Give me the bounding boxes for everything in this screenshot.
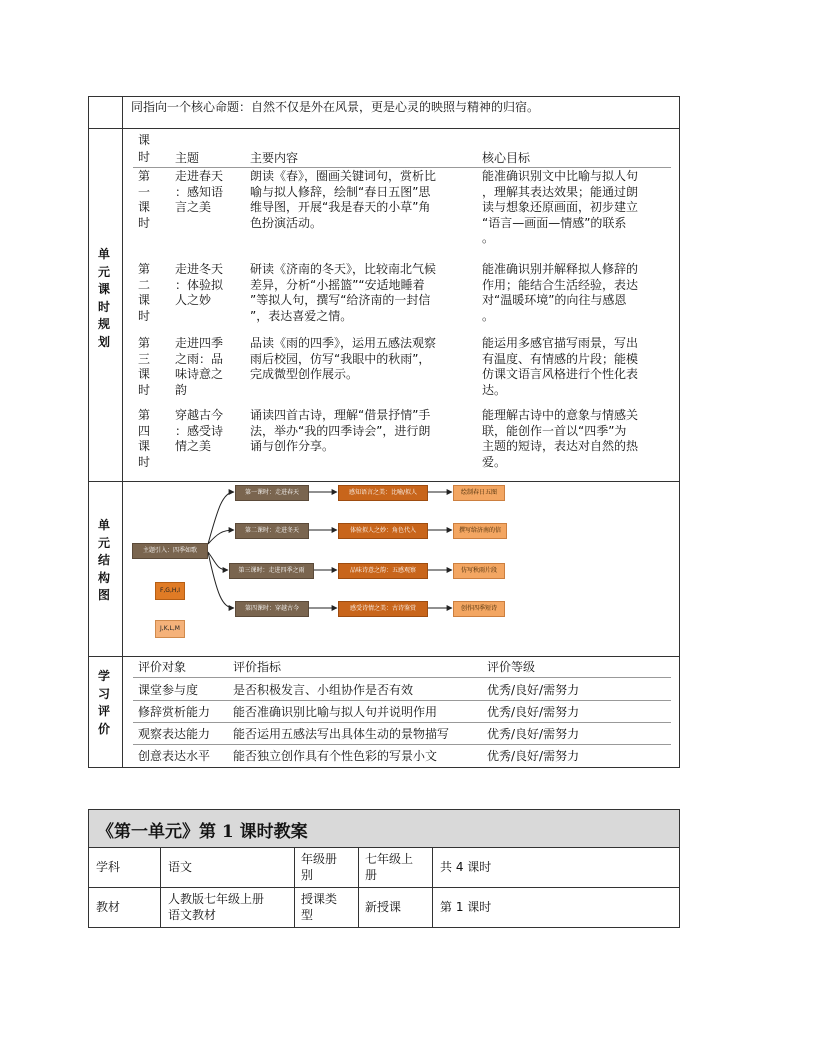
row-divider [88, 847, 680, 848]
legend-fghi: F,G,H,I [155, 582, 185, 600]
row-divider [88, 128, 680, 129]
eval-object: 课堂参与度 [138, 683, 199, 697]
eval-indicator: 能否准确识别比喻与拟人句并说明作用 [233, 705, 438, 719]
branch-focus-node: 体验拟人之妙：角色代入 [338, 523, 428, 539]
lesson-number: 第 三 课 时 [138, 336, 151, 397]
lesson-type-value: 新授课 [365, 900, 402, 914]
eval-header-level: 评价等级 [487, 660, 536, 674]
eval-row-divider [133, 700, 671, 701]
eval-indicator: 能否运用五感法写出具体生动的景物描写 [233, 727, 450, 741]
lesson-number: 第 一 课 时 [138, 169, 151, 230]
grade-label: 年级册 别 [301, 852, 338, 882]
branch-task-node: 创作四季短诗 [453, 601, 505, 617]
branch-lesson-node: 第二课时：走进冬天 [235, 523, 309, 539]
branch-focus-node: 品味诗意之韵：五感观察 [338, 563, 428, 579]
lesson-goal: 能准确识别文中比喻与拟人句 ，理解其表达效果；能通过朗 读与想象还原画面，初步建立 “语言—画面—情感”的联系 。 [482, 169, 639, 245]
branch-task-node: 撰写给济南的信 [453, 523, 507, 539]
row-divider [88, 887, 680, 888]
label-column-divider [122, 96, 123, 768]
total-lessons: 共 4 课时 [440, 860, 492, 874]
lesson-type-label: 授课类 型 [301, 892, 338, 922]
lesson-topic: 走进春天 ：感知语 言之美 [175, 169, 224, 214]
connector-root-lesson2 [208, 530, 234, 544]
textbook-label: 教材 [96, 900, 121, 914]
lesson-goal: 能准确识别并解释拟人修辞的 作用；能结合生活经验，表达 对“温暖环境”的向往与感恩 。 [482, 262, 639, 323]
eval-level: 优秀/良好/需努力 [487, 683, 580, 697]
eval-header-object: 评价对象 [138, 660, 187, 674]
eval-indicator: 能否独立创作具有个性色彩的写景小文 [233, 749, 438, 763]
header-underline [133, 167, 671, 168]
subject-value: 语文 [168, 860, 193, 874]
lesson-plan-title: 《第一单元》第 1 课时教案 [97, 822, 308, 842]
eval-level: 优秀/良好/需努力 [487, 727, 580, 741]
branch-task-node: 绘制春日五图 [453, 485, 505, 501]
col-divider [432, 847, 433, 928]
evaluation-section-label: 学 习 评 价 [97, 669, 110, 736]
lesson-content: 诵读四首古诗，理解“借景抒情”手 法，举办“我的四季诗会”，进行朗 诵与创作分享。 [250, 408, 431, 453]
row-divider [88, 656, 680, 657]
header-content: 主要内容 [250, 151, 299, 165]
eval-row-divider [133, 744, 671, 745]
lesson-topic: 走进四季 之雨：品 味诗意之 韵 [175, 336, 224, 397]
connector-root-lesson4 [208, 552, 234, 608]
eval-level: 优秀/良好/需努力 [487, 705, 580, 719]
textbook-value: 人教版七年级上册 语文教材 [168, 892, 265, 922]
branch-focus-node: 感受诗情之美：古诗鉴赏 [338, 601, 428, 617]
lesson-number: 第 四 课 时 [138, 408, 151, 469]
eval-object: 观察表达能力 [138, 727, 211, 741]
header-goal: 核心目标 [482, 151, 531, 165]
branch-lesson-node: 第四课时：穿越古今 [235, 601, 309, 617]
eval-object: 修辞赏析能力 [138, 705, 211, 719]
col-divider [294, 847, 295, 928]
lesson-goal: 能理解古诗中的意象与情感关 联，能创作一首以“四季”为 主题的短诗，表达对自然的热 爱。 [482, 408, 639, 469]
header-topic: 主题 [175, 151, 200, 165]
eval-indicator: 是否积极发言、小组协作是否有效 [233, 683, 414, 697]
lesson-content: 研读《济南的冬天》，比较南北气候 差异，分析“小摇篮”“安适地睡着 ”等拟人句，撰写“给济南的一封信 ”，表达喜爱之情。 [250, 262, 437, 323]
eval-level: 优秀/良好/需努力 [487, 749, 580, 763]
core-proposition-text: 同指向一个核心命题：自然不仅是外在风景，更是心灵的映照与精神的归宿。 [131, 100, 540, 114]
root-node: 主题引入：四季如歌 [132, 543, 208, 559]
col-divider [358, 847, 359, 928]
col-divider [160, 847, 161, 928]
lesson-content: 朗读《春》，圈画关键词句，赏析比 喻与拟人修辞，绘制“春日五图”思 维导图，开展“我是春天的小草”角 色扮演活动。 [250, 169, 437, 230]
connector-root-lesson1 [208, 492, 234, 544]
eval-row-divider [133, 722, 671, 723]
lesson-topic: 穿越古今 ：感受诗 情之美 [175, 408, 224, 453]
eval-object: 创意表达水平 [138, 749, 211, 763]
subject-label: 学科 [96, 860, 121, 874]
header-lesson: 课 时 [138, 133, 151, 164]
lesson-goal: 能运用多感官描写雨景，写出 有温度、有情感的片段；能模 仿课文语言风格进行个性化表 达。 [482, 336, 639, 397]
plan-section-label: 单 元 课 时 规 划 [97, 247, 110, 349]
structure-section-label: 单 元 结 构 图 [97, 518, 110, 602]
lesson-content: 品读《雨的四季》，运用五感法观察 雨后校园，仿写“我眼中的秋雨”， 完成微型创作展示。 [250, 336, 437, 381]
eval-header-underline [133, 677, 671, 678]
legend-jklm: J,K,L,M [155, 620, 185, 638]
branch-lesson-node: 第三课时：走进四季之雨 [229, 563, 314, 579]
lesson-topic: 走进冬天 ：体验拟 人之妙 [175, 262, 224, 307]
branch-task-node: 仿写秋雨片段 [453, 563, 505, 579]
grade-value: 七年级上 册 [365, 852, 414, 882]
lesson-number-value: 第 1 课时 [440, 900, 492, 914]
branch-lesson-node: 第一课时：走进春天 [235, 485, 309, 501]
branch-focus-node: 感知语言之美：比喻/拟人 [338, 485, 428, 501]
eval-header-indicator: 评价指标 [233, 660, 282, 674]
lesson-number: 第 二 课 时 [138, 262, 151, 323]
